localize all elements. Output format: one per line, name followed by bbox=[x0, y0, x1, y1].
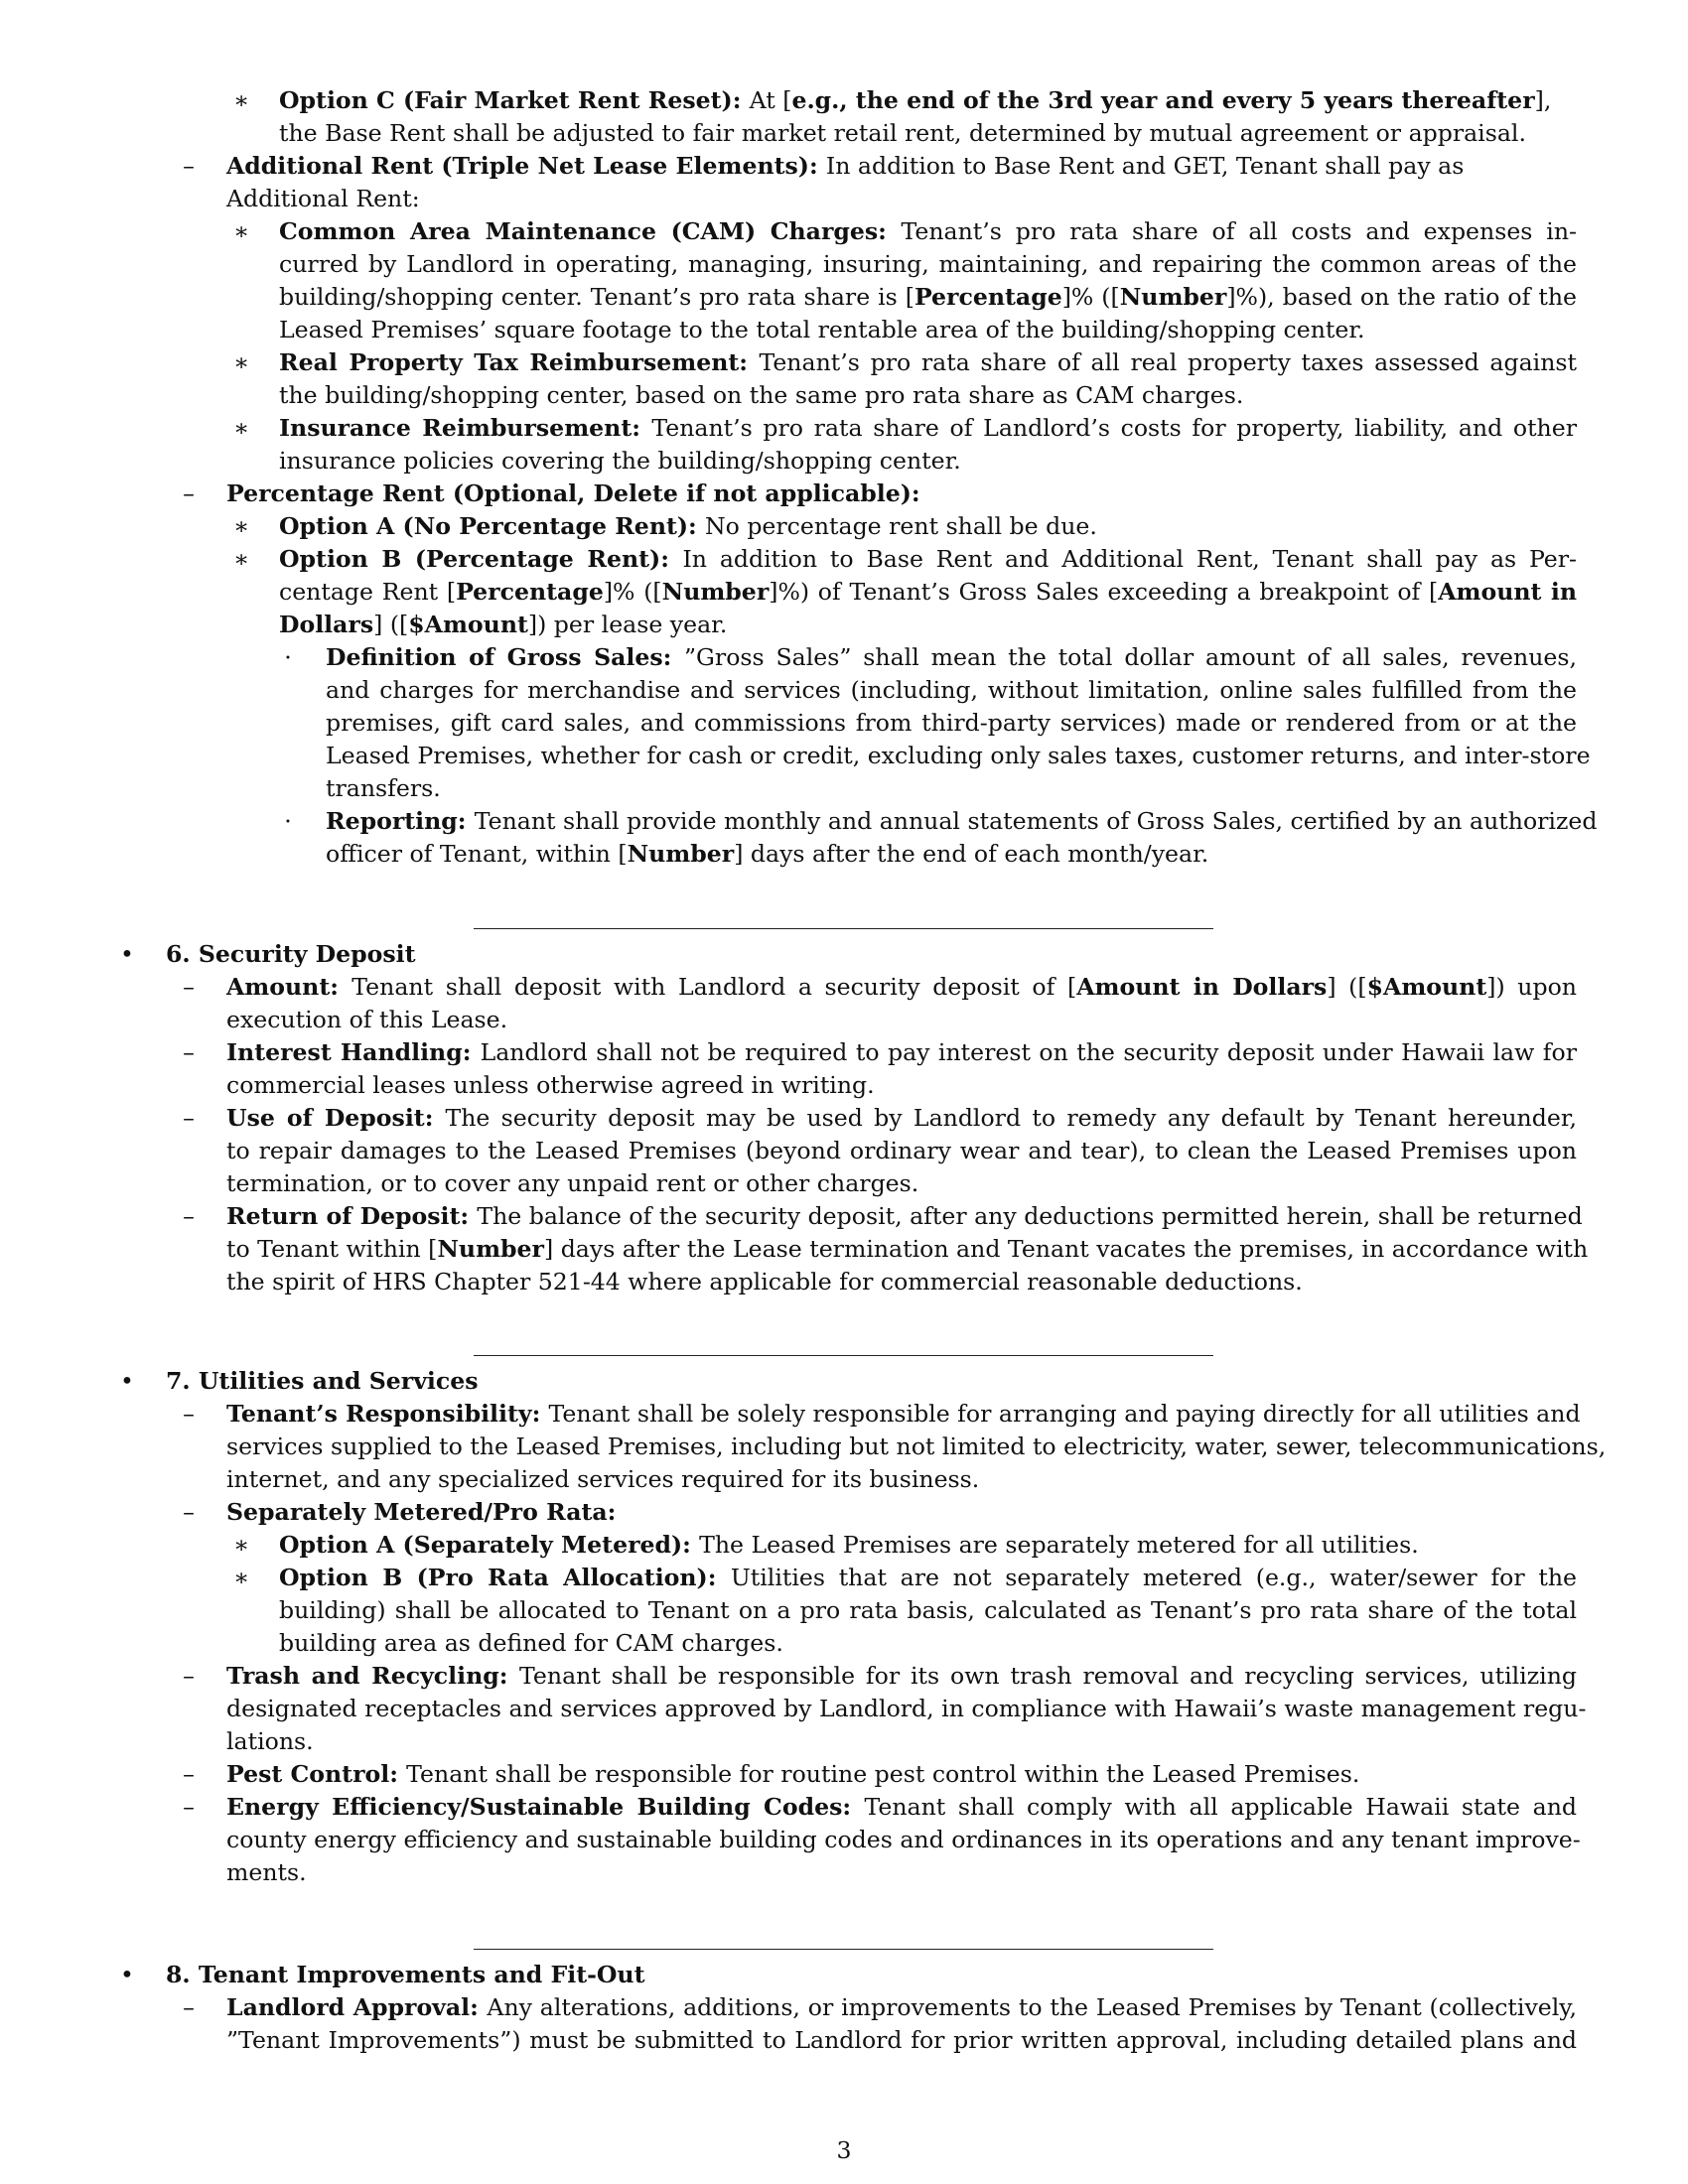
bold-term: Real Property Tax Reimbursement: bbox=[279, 348, 760, 376]
line-text bbox=[279, 543, 1577, 576]
text-run: Tenant’s pro rata share of Landlord’s costs for property, liability, and other bbox=[651, 414, 1577, 442]
bold-term: Return of Deposit: bbox=[226, 1202, 478, 1230]
bold-term: Option A (Separately Metered): bbox=[279, 1531, 700, 1559]
line-text bbox=[279, 1562, 1577, 1594]
dash-marker: – bbox=[183, 152, 195, 180]
line-text bbox=[226, 971, 1577, 1004]
line-text bbox=[326, 641, 1577, 674]
line-text bbox=[279, 412, 1577, 445]
line-text bbox=[226, 1233, 1589, 1266]
star-marker: ∗ bbox=[232, 86, 250, 114]
bold-term: Percentage Rent (Optional, Delete if not applicable): bbox=[226, 479, 920, 507]
text-run: transfers. bbox=[326, 774, 441, 802]
dash-marker: – bbox=[183, 1662, 195, 1690]
text-run: building/shopping center. Tenant’s pro rata share is [ bbox=[279, 283, 914, 311]
bold-term: Additional Rent (Triple Net Lease Elements): bbox=[226, 152, 826, 180]
text-run: In addition to Base Rent and Additional Rent, Tenant shall pay as Per- bbox=[682, 545, 1577, 573]
bold-term: $Amount bbox=[1366, 973, 1487, 1001]
text-run: Tenant shall provide monthly and annual statements of Gross Sales, certified by an authorized bbox=[474, 807, 1598, 835]
line-text bbox=[279, 281, 1577, 314]
section-divider bbox=[474, 1355, 1213, 1356]
line-text bbox=[226, 1036, 1577, 1069]
dash-marker: – bbox=[183, 1202, 195, 1230]
text-run: Tenant shall be solely responsible for arranging and paying directly for all utilities and bbox=[548, 1400, 1581, 1428]
line-text bbox=[326, 740, 1591, 772]
bold-term: Number bbox=[627, 840, 735, 868]
bold-term: Energy Efficiency/Sustainable Building Codes: bbox=[226, 1793, 865, 1821]
text-run: Tenant shall be responsible for its own trash removal and recycling services, utilizing bbox=[519, 1662, 1577, 1690]
section-divider bbox=[474, 928, 1213, 929]
star-marker: ∗ bbox=[232, 1564, 250, 1591]
text-run: to repair damages to the Leased Premises (beyond ordinary wear and tear), to clean the Leased Premises upon bbox=[226, 1137, 1577, 1164]
dash-marker: – bbox=[183, 1993, 195, 2021]
line-text bbox=[226, 1991, 1577, 2024]
text-run: The Leased Premises are separately metered for all utilities. bbox=[699, 1531, 1419, 1559]
bold-term: Option B (Percentage Rent): bbox=[279, 545, 683, 573]
bold-term: Number bbox=[1119, 283, 1227, 311]
text-run: Tenant’s pro rata share of all real property taxes assessed against bbox=[759, 348, 1577, 376]
text-run: Any alterations, additions, or improvements to the Leased Premises by Tenant (collectively, bbox=[487, 1993, 1577, 2021]
text-run: Additional Rent: bbox=[226, 185, 420, 212]
line-text bbox=[166, 938, 415, 971]
text-run: the Base Rent shall be adjusted to fair market retail rent, determined by mutual agreement or appraisal. bbox=[279, 119, 1526, 147]
line-text bbox=[226, 1660, 1577, 1693]
page-number: 3 bbox=[836, 2136, 852, 2164]
text-run: ments. bbox=[226, 1858, 307, 1886]
line-text bbox=[226, 1725, 314, 1758]
star-marker: ∗ bbox=[232, 1531, 250, 1559]
text-run: the spirit of HRS Chapter 521-44 where applicable for commercial reasonable deductions. bbox=[226, 1268, 1303, 1296]
text-run: No percentage rent shall be due. bbox=[704, 512, 1097, 540]
line-text bbox=[226, 1496, 616, 1529]
bold-term: Interest Handling: bbox=[226, 1038, 481, 1066]
line-text bbox=[166, 1959, 645, 1991]
text-run: The balance of the security deposit, after any deductions permitted herein, shall be returned bbox=[477, 1202, 1583, 1230]
line-text bbox=[279, 609, 727, 641]
text-run: building) shall be allocated to Tenant on a pro rata basis, calculated as Tenant’s pro rata share of the total bbox=[279, 1596, 1577, 1624]
text-run: lations. bbox=[226, 1727, 314, 1755]
line-text bbox=[279, 510, 1097, 543]
text-run: the building/shopping center, based on the same pro rata share as CAM charges. bbox=[279, 381, 1244, 409]
line-text bbox=[226, 1693, 1587, 1725]
text-run: to Tenant within [ bbox=[226, 1235, 438, 1263]
bold-term: e.g., the end of the 3rd year and every 5 years thereafter bbox=[791, 86, 1535, 114]
text-run: Tenant shall comply with all applicable Hawaii state and bbox=[864, 1793, 1578, 1821]
line-text bbox=[279, 248, 1577, 281]
text-run: ] days after the end of each month/year. bbox=[734, 840, 1209, 868]
text-run: ]) per lease year. bbox=[527, 611, 728, 638]
bold-term: Separately Metered/Pro Rata: bbox=[226, 1498, 617, 1526]
section-divider bbox=[474, 1949, 1213, 1950]
bold-term: Amount in bbox=[1438, 578, 1578, 606]
line-text bbox=[326, 805, 1598, 838]
line-text bbox=[226, 150, 1464, 183]
star-marker: ∗ bbox=[232, 217, 250, 245]
text-run: centage Rent [ bbox=[279, 578, 457, 606]
line-text bbox=[326, 674, 1577, 707]
bold-term: Trash and Recycling: bbox=[226, 1662, 520, 1690]
bold-term: 6. Security Deposit bbox=[166, 940, 416, 968]
line-text bbox=[226, 478, 920, 510]
bold-term: $Amount bbox=[408, 611, 528, 638]
text-run: curred by Landlord in operating, managing, insuring, maintaining, and repairing the common areas of the bbox=[279, 250, 1577, 278]
line-text bbox=[326, 838, 1208, 871]
bold-term: Common Area Maintenance (CAM) Charges: bbox=[279, 217, 902, 245]
text-run: officer of Tenant, within [ bbox=[326, 840, 628, 868]
line-text bbox=[279, 314, 1365, 346]
text-run: building area as defined for CAM charges. bbox=[279, 1629, 783, 1657]
text-run: ] days after the Lease termination and Tenant vacates the premises, in accordance with bbox=[543, 1235, 1589, 1263]
bold-term: Amount in Dollars bbox=[1076, 973, 1328, 1001]
text-run: insurance policies covering the building/shopping center. bbox=[279, 447, 961, 475]
line-text bbox=[279, 445, 961, 478]
text-run: Tenant shall deposit with Landlord a security deposit of [ bbox=[352, 973, 1077, 1001]
line-text bbox=[279, 84, 1551, 117]
bold-term: Tenant’s Responsibility: bbox=[226, 1400, 549, 1428]
star-marker: ∗ bbox=[232, 512, 250, 540]
text-run: county energy efficiency and sustainable building codes and ordinances in its operations and any tenant improve- bbox=[226, 1826, 1581, 1853]
line-text bbox=[226, 1398, 1581, 1431]
text-run: The security deposit may be used by Landlord to remedy any default by Tenant hereunder, bbox=[445, 1104, 1578, 1132]
line-text bbox=[326, 707, 1577, 740]
bold-term: Insurance Reimbursement: bbox=[279, 414, 652, 442]
text-run: Landlord shall not be required to pay interest on the security deposit under Hawaii law for bbox=[480, 1038, 1577, 1066]
text-run: and charges for merchandise and services (including, without limitation, online sales fulfilled from the bbox=[326, 676, 1577, 704]
text-run: In addition to Base Rent and GET, Tenant shall pay as bbox=[825, 152, 1465, 180]
text-run: premises, gift card sales, and commissions from third-party services) made or rendered from or at the bbox=[326, 709, 1577, 737]
line-text bbox=[226, 1069, 875, 1102]
line-text bbox=[279, 1627, 783, 1660]
text-run: ] ([ bbox=[1327, 973, 1367, 1001]
text-run: ”Tenant Improvements”) must be submitted to Landlord for prior written approval, including detailed plans and bbox=[226, 2026, 1577, 2054]
star-marker: ∗ bbox=[232, 348, 250, 376]
text-run: termination, or to cover any unpaid rent or other charges. bbox=[226, 1169, 919, 1197]
bullet-marker: • bbox=[120, 1961, 134, 1988]
line-text bbox=[279, 1529, 1419, 1562]
bold-term: Number bbox=[437, 1235, 544, 1263]
line-text bbox=[226, 1758, 1359, 1791]
bold-term: Pest Control: bbox=[226, 1760, 407, 1788]
text-run: internet, and any specialized services required for its business. bbox=[226, 1465, 980, 1493]
bold-term: Option A (No Percentage Rent): bbox=[279, 512, 705, 540]
dash-marker: – bbox=[183, 973, 195, 1001]
dash-marker: – bbox=[183, 1038, 195, 1066]
line-text bbox=[226, 183, 420, 215]
text-run: ] ([ bbox=[373, 611, 409, 638]
star-marker: ∗ bbox=[232, 545, 250, 573]
text-run: Utilities that are not separately metered (e.g., water/sewer for the bbox=[730, 1564, 1577, 1591]
text-run: commercial leases unless otherwise agreed in writing. bbox=[226, 1071, 875, 1099]
bold-term: Option C (Fair Market Rent Reset): bbox=[279, 86, 750, 114]
bold-term: Use of Deposit: bbox=[226, 1104, 446, 1132]
text-run: Leased Premises’ square footage to the total rentable area of the building/shopping center. bbox=[279, 316, 1365, 343]
bold-term: Number bbox=[661, 578, 770, 606]
bold-term: 7. Utilities and Services bbox=[166, 1367, 479, 1395]
line-text bbox=[226, 2024, 1577, 2057]
bold-term: Definition of Gross Sales: bbox=[326, 643, 684, 671]
text-run: ]%) of Tenant’s Gross Sales exceeding a breakpoint of [ bbox=[769, 578, 1439, 606]
dot-marker: · bbox=[284, 643, 292, 671]
line-text bbox=[226, 1102, 1577, 1135]
line-text bbox=[226, 1824, 1581, 1856]
line-text bbox=[279, 379, 1243, 412]
line-text bbox=[166, 1365, 479, 1398]
bold-term: Reporting: bbox=[326, 807, 475, 835]
bold-term: Landlord Approval: bbox=[226, 1993, 488, 2021]
star-marker: ∗ bbox=[232, 414, 250, 442]
line-text bbox=[279, 1594, 1577, 1627]
line-text bbox=[226, 1004, 507, 1036]
dash-marker: – bbox=[183, 1498, 195, 1526]
bold-term: Dollars bbox=[279, 611, 374, 638]
line-text bbox=[279, 215, 1577, 248]
text-run: ]% ([ bbox=[603, 578, 662, 606]
line-text bbox=[226, 1856, 307, 1889]
line-text bbox=[279, 346, 1577, 379]
dash-marker: – bbox=[183, 1400, 195, 1428]
text-run: Leased Premises, whether for cash or credit, excluding only sales taxes, customer returns, and inter-store bbox=[326, 742, 1591, 769]
line-text bbox=[279, 576, 1577, 609]
bullet-marker: • bbox=[120, 1367, 134, 1395]
text-run: Tenant shall be responsible for routine pest control within the Leased Premises. bbox=[406, 1760, 1360, 1788]
text-run: designated receptacles and services approved by Landlord, in compliance with Hawaii’s waste management regu- bbox=[226, 1695, 1587, 1722]
line-text bbox=[226, 1431, 1607, 1463]
line-text bbox=[226, 1200, 1583, 1233]
dot-marker: · bbox=[284, 807, 292, 835]
text-run: At [ bbox=[749, 86, 792, 114]
line-text bbox=[226, 1791, 1577, 1824]
text-run: ]) upon bbox=[1486, 973, 1577, 1001]
line-text bbox=[226, 1266, 1303, 1298]
bold-term: Amount: bbox=[226, 973, 352, 1001]
line-text bbox=[326, 772, 441, 805]
text-run: ]%), based on the ratio of the bbox=[1226, 283, 1577, 311]
bullet-marker: • bbox=[120, 940, 134, 968]
text-run: services supplied to the Leased Premises, including but not limited to electricity, water, sewer, telecommunications, bbox=[226, 1433, 1607, 1460]
dash-marker: – bbox=[183, 1104, 195, 1132]
dash-marker: – bbox=[183, 479, 195, 507]
dash-marker: – bbox=[183, 1793, 195, 1821]
text-run: Tenant’s pro rata share of all costs and expenses in- bbox=[901, 217, 1577, 245]
bold-term: Option B (Pro Rata Allocation): bbox=[279, 1564, 731, 1591]
text-run: ]% ([ bbox=[1061, 283, 1120, 311]
line-text bbox=[279, 117, 1526, 150]
bold-term: Percentage bbox=[914, 283, 1062, 311]
bold-term: 8. Tenant Improvements and Fit-Out bbox=[166, 1961, 645, 1988]
text-run: execution of this Lease. bbox=[226, 1006, 508, 1033]
text-run: ], bbox=[1534, 86, 1552, 114]
bold-term: Percentage bbox=[456, 578, 604, 606]
text-run: ”Gross Sales” shall mean the total dollar amount of all sales, revenues, bbox=[684, 643, 1577, 671]
line-text bbox=[226, 1167, 918, 1200]
dash-marker: – bbox=[183, 1760, 195, 1788]
line-text bbox=[226, 1463, 979, 1496]
line-text bbox=[226, 1135, 1577, 1167]
